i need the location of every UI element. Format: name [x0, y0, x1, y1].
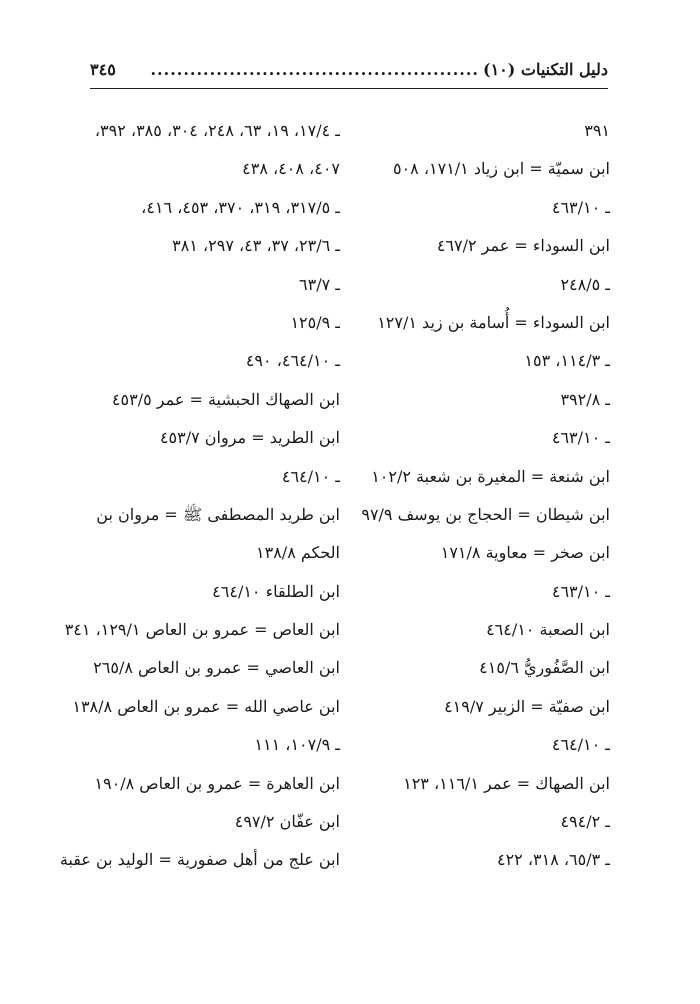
index-entry: ـ ٤٦٤/١٠، ٤٩٠ [245, 351, 340, 371]
index-entry: ـ ٤٩٤/٢ [560, 812, 610, 832]
index-entry: ابن العاهرة = عمرو بن العاص ١٩٠/٨ [94, 773, 340, 793]
index-entry: ابن الصهاك = عمر ١١٦/١، ١٢٣ [403, 773, 610, 793]
index-entry: ابن العاص = عمرو بن العاص ١٢٩/١، ٣٤١ [64, 620, 340, 640]
index-entry: ـ ١١٤/٣، ١٥٣ [524, 351, 610, 371]
index-entry: ـ ٢٤٨/٥ [560, 274, 610, 294]
header-title: دليل التكنيات (١٠) [483, 60, 608, 79]
index-column-right [361, 112, 610, 880]
index-entry: ابن صفيّة = الزبير ٤١٩/٧ [444, 696, 610, 716]
index-entry: ـ ٦٥/٣، ٣١٨، ٤٢٢ [496, 850, 610, 870]
index-entry: الحكم ١٣٨/٨ [256, 543, 340, 563]
index-entry: ـ ٤٦٣/١٠ [551, 197, 610, 217]
index-column-left [59, 112, 340, 880]
index-entry: ابن السوداء = أُسامة بن زيد ١٢٧/١ [377, 312, 610, 332]
index-entry: ابن سميّة = ابن زياد ١٧١/١، ٥٠٨ [392, 159, 610, 179]
index-entry: ـ ١٢٥/٩ [290, 312, 340, 332]
header-rule [90, 88, 608, 89]
index-entry: ابن الصهاك الحبشية = عمر ٤٥٣/٥ [111, 389, 340, 409]
index-entry: ابن صخر = معاوية ١٧١/٨ [440, 543, 610, 563]
index-entry: ـ ٤٦٤/١٠ [281, 466, 340, 486]
index-entry: ـ ٤٦٤/١٠ [551, 735, 610, 755]
running-header [90, 60, 608, 86]
index-entry: ابن عفّان ٤٩٧/٢ [234, 812, 340, 832]
index-entry: ٤٠٧، ٤٠٨، ٤٣٨ [242, 159, 340, 179]
index-entry: ابن الطريد = مروان ٤٥٣/٧ [159, 428, 340, 448]
index-entry: ابن الصعبة ٤٦٤/١٠ [486, 620, 610, 640]
index-entry: ـ ٦٣/٧ [299, 274, 340, 294]
index-entry: ابن السوداء = عمر ٤٦٧/٢ [436, 236, 610, 256]
index-entry: ابن علج من أهل صفورية = الوليد بن عقبة [59, 850, 340, 870]
index-entry: ابن شنعة = المغيرة بن شعبة ١٠٢/٢ [371, 466, 610, 486]
index-entry: ابن شيطان = الحجاج بن يوسف ٩٧/٩ [361, 504, 610, 524]
index-entry: ـ ٤٦٣/١٠ [551, 581, 610, 601]
index-entry: ٣٩١ [584, 121, 610, 140]
index-entry: ابن الصَّفُوريُّ ٤١٥/٦ [479, 658, 610, 678]
index-entry: ابن العاصي = عمرو بن العاص ٢٦٥/٨ [93, 658, 340, 678]
header-leader-dots: .................................................. [150, 60, 479, 79]
page-number: ٣٤٥ [90, 60, 116, 79]
index-entry: ـ ٢٣/٦، ٣٧، ٤٣، ٢٩٧، ٣٨١ [172, 236, 340, 256]
index-entry: ـ ٤٦٣/١٠ [551, 428, 610, 448]
index-entry: ابن عاصي الله = عمرو بن العاص ١٣٨/٨ [72, 696, 340, 716]
index-entry: ابن الطلقاء ٤٦٤/١٠ [212, 581, 340, 601]
index-entry: ابن طريد المصطفى ﷺ = مروان بن [96, 504, 340, 524]
index-entry: ـ ١٧/٤، ١٩، ٦٣، ٢٤٨، ٣٠٤، ٣٨٥، ٣٩٢، [94, 121, 340, 140]
index-entry: ـ ١٠٧/٩، ١١١ [254, 735, 340, 755]
index-entry: ـ ٣٩٢/٨ [560, 389, 610, 409]
index-entry: ـ ٣١٧/٥، ٣١٩، ٣٧٠، ٤٥٣، ٤١٦، [141, 197, 340, 217]
